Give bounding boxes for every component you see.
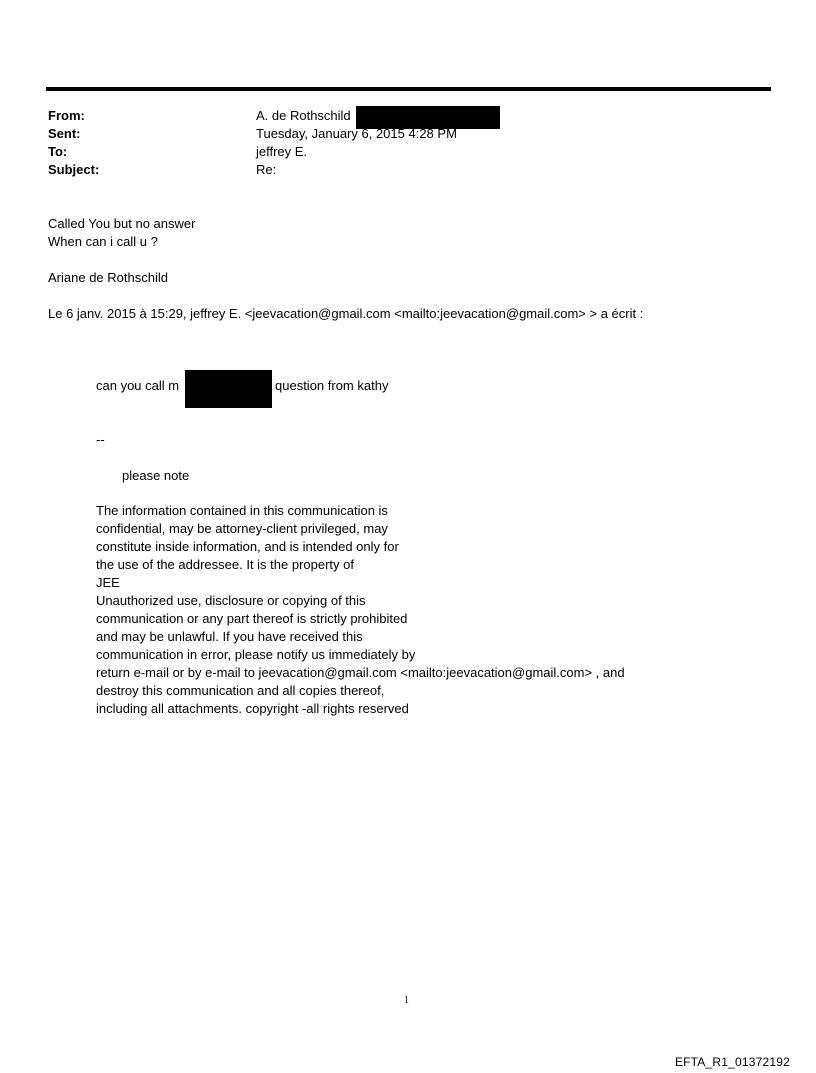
document-id: EFTA_R1_01372192 [674, 1055, 790, 1069]
header-rule [46, 87, 771, 91]
to-label: To: [48, 144, 68, 159]
message-line: Called You but no answer [48, 216, 196, 231]
disclaimer-line: the use of the addressee. It is the property of [96, 557, 354, 572]
from-label: From: [48, 108, 85, 123]
quoted-line-start: can you call m [96, 378, 180, 393]
disclaimer-line: JEE [96, 575, 120, 590]
redaction-box [185, 370, 272, 408]
subject-value: Re: [256, 162, 277, 177]
sent-label: Sent: [48, 126, 81, 141]
disclaimer-line: and may be unlawful. If you have received this [96, 629, 363, 644]
from-value: A. de Rothschild [256, 108, 351, 123]
disclaimer-line: destroy this communication and all copies thereof, [96, 683, 385, 698]
quote-header: Le 6 janv. 2015 à 15:29, jeffrey E. <jeevacation@gmail.com <mailto:jeevacation@gmail.com> > a écrit : [48, 306, 644, 321]
please-note: please note [122, 468, 190, 483]
disclaimer-line: confidential, may be attorney-client privileged, may [96, 521, 388, 536]
disclaimer-line: communication or any part thereof is strictly prohibited [96, 611, 408, 626]
page-number: 1 [404, 995, 409, 1006]
subject-label: Subject: [48, 162, 100, 177]
signature-separator: -- [96, 432, 105, 447]
disclaimer-line: The information contained in this communication is [96, 503, 388, 518]
message-line: When can i call u ? [48, 234, 158, 249]
quoted-line-end: question from kathy [275, 378, 389, 393]
disclaimer-line: including all attachments. copyright -all rights reserved [96, 701, 409, 716]
to-value: jeffrey E. [256, 144, 308, 159]
sent-value: Tuesday, January 6, 2015 4:28 PM [256, 126, 457, 141]
disclaimer-line: Unauthorized use, disclosure or copying of this [96, 593, 366, 608]
signature: Ariane de Rothschild [48, 270, 168, 285]
disclaimer-line: return e-mail or by e-mail to jeevacation@gmail.com <mailto:jeevacation@gmail.com> , and [96, 665, 625, 680]
disclaimer-line: constitute inside information, and is intended only for [96, 539, 399, 554]
disclaimer-line: communication in error, please notify us immediately by [96, 647, 416, 662]
